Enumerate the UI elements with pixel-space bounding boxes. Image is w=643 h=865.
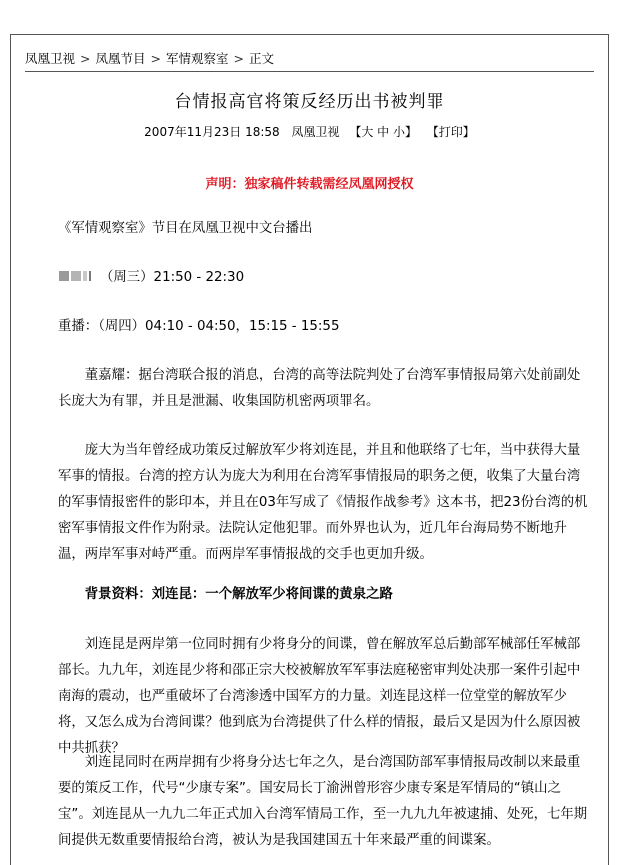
paragraph-4: 刘连昆同时在两岸拥有少将身分达七年之久，是台湾国防部军事情报局改制以来最重要的策反工作，代号“少康专案”。国安局长丁渝洲曾形容少康专案是军情局的“镇山之宝”。刘连昆从一九九二年正式加入台湾军情局工作，至一九九九年被逮捕、处死，七年期间提供无数重要情报给台湾，被认为是我国建国五十年来最严重的间谍案。	[58, 755, 588, 848]
article-meta	[11, 123, 608, 140]
breadcrumb-link-phoenix-tv[interactable]: 凤凰卫视	[25, 51, 76, 66]
first-airing-label-icon	[58, 269, 96, 283]
breadcrumb-separator: >	[233, 51, 244, 66]
paragraph-1: 董嘉耀：据台湾联合报的消息，台湾的高等法院判处了台湾军事情报局第六处前副处长庞大为有罪，并且是泄漏、收集国防机密两项罪名。	[58, 368, 581, 409]
print-button[interactable]: 【打印】	[426, 125, 475, 139]
schedule-first-text: （周三）21:50 - 22:30	[100, 270, 245, 285]
breadcrumb	[25, 49, 274, 67]
breadcrumb-separator: >	[80, 51, 91, 66]
breadcrumb-separator: >	[150, 51, 161, 66]
schedule-rerun: 重播：（周四）04:10 - 04:50，15:15 - 15:55	[58, 319, 340, 334]
program-line: 《军情观察室》节目在凤凰卫视中文台播出	[58, 221, 313, 236]
breadcrumb-current: 正文	[249, 51, 275, 66]
breadcrumb-link-military-watch[interactable]: 军情观察室	[166, 51, 229, 66]
article-frame	[10, 34, 609, 865]
article-date: 2007年11月23日 18:58	[144, 125, 280, 139]
article-source: 凤凰卫视	[291, 125, 340, 139]
paragraph-3: 刘连昆是两岸第一位同时拥有少将身分的间谍，曾在解放军总后勤部军械部任军械部部长。九九年，刘连昆少将和邵正宗大校被解放军军事法庭秘密审判处决那一案件引起中南海的震动，也严重破坏了台湾渗透中国军方的力量。刘连昆这样一位堂堂的解放军少将，又怎么成为台湾间谍？他到底为台湾提供了什么样的情报，最后又是因为什么原因被中共抓获？	[58, 637, 581, 756]
schedule-first-airing	[58, 265, 592, 291]
breadcrumb-link-programs[interactable]: 凤凰节目	[95, 51, 146, 66]
font-size-selector[interactable]: 【大 中 小】	[349, 125, 417, 139]
header-divider	[25, 71, 594, 72]
paragraph-2: 庞大为当年曾经成功策反过解放军少将刘连昆，并且和他联络了七年，当中获得大量军事的情报。台湾的控方认为庞大为利用在台湾军事情报局的职务之便，收集了大量台湾的军事情报密件的影印本，并且在03年写成了《情报作战参考》这本书，把23份台湾的机密军事情报文件作为附录。法院认定他犯罪。而外界也认为，近几年台海局势不断地升温，两岸军事对峙严重。而两岸军事情报战的交手也更加升级。	[58, 443, 588, 562]
background-subheading: 背景资料：刘连昆：一个解放军少将间谍的黄泉之路	[84, 587, 393, 602]
copyright-notice: 声明：独家稿件转载需经凤凰网授权	[205, 177, 414, 192]
article-title: 台情报高官将策反经历出书被判罪	[174, 92, 445, 112]
